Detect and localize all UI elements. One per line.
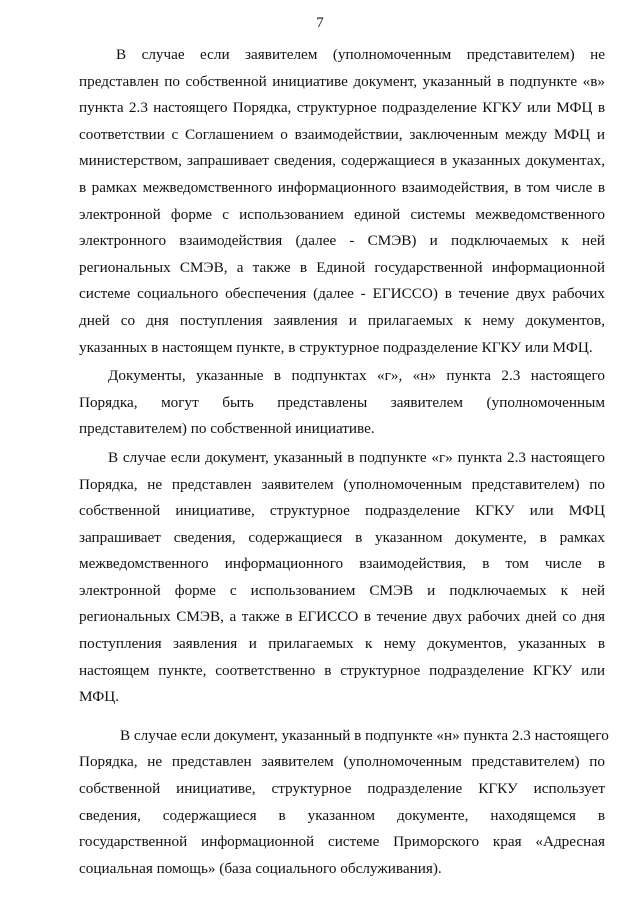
text-line: системе социального обеспечения (далее - ЕГИССО) в течение двух рабочих [79,285,605,303]
paragraph-2 [79,363,605,443]
text-line: электронного взаимодействия (далее - СМЭВ) и подключаемых к ней [79,232,605,250]
text-line: Порядка, не представлен заявителем (уполномоченным представителем) по [79,753,605,771]
text-line: представителем) по собственной инициативе. [79,420,375,438]
paragraph-1 [79,42,605,361]
text-line: Документы, указанные в подпунктах «г», «н» пункта 2.3 настоящего [108,367,605,385]
text-line: В случае если документ, указанный в подпункте «г» пункта 2.3 настоящего [108,448,605,466]
text-line: В случае если документ, указанный в подпункте «н» пункта 2.3 настоящего [120,726,609,744]
text-line: поступления заявления и прилагаемых к нему документов, указанных в [79,635,605,653]
paragraph-3 [79,445,605,711]
text-line: социальная помощь» (база социального обслуживания). [79,859,442,877]
page-number: 7 [316,15,324,31]
text-line: настоящем пункте, соответственно в структурное подразделение КГКУ или [79,661,605,679]
text-line: в рамках межведомственного информационного взаимодействия, в том числе в [79,178,605,196]
text-line: пункта 2.3 настоящего Порядка, структурное подразделение КГКУ или МФЦ в [79,99,605,117]
text-line: региональных СМЭВ, а также в Единой государственной информационной [79,258,605,276]
text-line: собственной инициативе, структурное подразделение КГКУ или МФЦ [79,502,605,520]
text-line: соответствии с Соглашением о взаимодействии, заключенным между МФЦ и [79,125,605,143]
text-line: межведомственного информационного взаимодействия, в том числе в [79,555,605,573]
text-line: МФЦ. [79,688,120,706]
text-line: собственной инициативе, структурное подразделение КГКУ использует [79,780,605,798]
text-line: Порядка, могут быть представлены заявителем (уполномоченным [79,393,605,411]
text-line: дней со дня поступления заявления и прилагаемых к нему документов, [79,311,605,329]
text-line: региональных СМЭВ, а также в ЕГИССО в течение двух рабочих дней со дня [79,608,605,626]
text-line: электронной форме с использованием СМЭВ и подключаемых к ней [79,581,605,599]
text-line: электронной форме с использованием единой системы межведомственного [79,205,605,223]
text-line: государственной информационной системе Приморского края «Адресная [79,833,605,851]
text-line: сведения, содержащиеся в указанном документе, находящемся в [79,806,605,824]
text-line: министерством, запрашивает сведения, содержащиеся в указанных документах, [79,152,605,170]
paragraph-4 [79,723,609,883]
text-line: В случае если заявителем (уполномоченным представителем) не [116,46,605,63]
text-line: представлен по собственной инициативе документ, указанный в подпункте «в» [79,72,605,90]
text-line: запрашивает сведения, содержащиеся в указанном документе, в рамках [79,528,605,546]
text-line: Порядка, не представлен заявителем (уполномоченным представителем) по [79,475,605,493]
document-body [79,42,609,882]
text-line: указанных в настоящем пункте, в структурное подразделение КГКУ или МФЦ. [79,338,593,356]
